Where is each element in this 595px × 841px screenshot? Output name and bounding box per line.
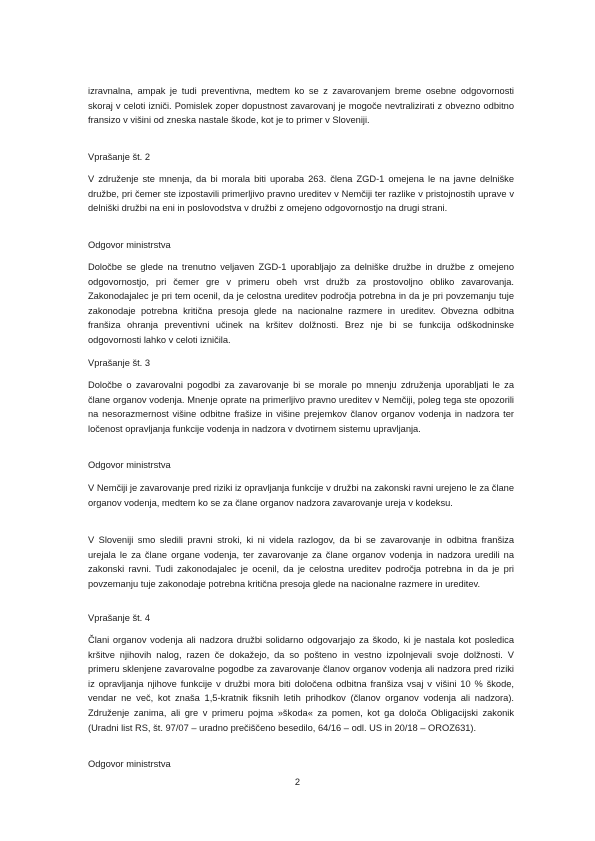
heading-answer-3: Odgovor ministrstva — [88, 460, 171, 470]
paragraph-question-2: V združenje ste mnenja, da bi morala biti uporaba 263. člena ZGD-1 omejena le na javne delniške družbe, pri čemer ste izpostavili primerljivo pravno ureditev v Nemčiji ter razlike v pristojnostih uprave v delniški družbi na eni in poslovodstva v družbi z omejeno odgovornostjo na drugi strani. — [88, 174, 514, 214]
paragraph-answer-3b: V Sloveniji smo sledili pravni stroki, ki ni videla razlogov, da bi se zavarovanje in odbitna franšiza urejala le za člane organe vodenja, ter zavarovanje za člane organov vodenja in nadzora uredili na zakonski ravni. Tudi zakonodajalec je ocenil, da je celostna ureditev področja potrebna in da je pri povzemanju tuje zakonodaje potrebna kritična presoja glede na nacionalne razmere in ureditev. — [88, 535, 514, 589]
paragraph-intro: izravnalna, ampak je tudi preventivna, medtem ko se z zavarovanjem breme osebne odgovornosti skoraj v celoti izniči. Pomislek zoper dopustnost zavarovanj je mogoče nevtralizirati z obvezno odbitno fransizo v višini od zneska nastale škode, kot je to primer v Sloveniji. — [88, 86, 514, 126]
heading-question-2: Vprašanje št. 2 — [88, 152, 151, 162]
paragraph-answer-2: Določbe se glede na trenutno veljaven ZGD-1 uporabljajo za delniške družbe in družbe z omejeno odgovornostjo, pri čemer gre v primeru obeh vrst družb za prostovoljno obliko zavarovanja. Zakonodajalec je pri tem ocenil, da je celostna ureditev področja potrebna in da je pri povzemanju tuje zakonodaje potrebna kritična presoja glede na nacionalne razmere in ureditev. Obvezna odbitna franšiza ohranja preventivni učinek na kršitev dolžnosti. Brez nje bi se funkcija odškodninske odgovornosti lahko v celoti izničila. — [88, 262, 514, 345]
paragraph-question-3: Določbe o zavarovalni pogodbi za zavarovanje bi se morale po mnenju združenja uporabljati le za člane organov vodenja. Mnenje oprate na primerljivo pravno ureditev v Nemčiji, poleg tega ste opozorili na nesorazmernost višine odbitne frašize in višine prejemkov članov organov vodenja in nadzora ter ločenost opravljanja funkcije vodenja in nadzora v dvotirnem sistemu upravljanja. — [88, 380, 514, 434]
paragraph-answer-3a: V Nemčiji je zavarovanje pred riziki iz opravljanja funkcije v družbi na zakonski ravni urejeno le za člane organov vodenja, medtem ko se za člane organov nadzora zavarovanje ureja v kodeksu. — [88, 483, 514, 508]
heading-answer-4: Odgovor ministrstva — [88, 759, 171, 769]
heading-question-4: Vprašanje št. 4 — [88, 613, 151, 623]
paragraph-question-4: Člani organov vodenja ali nadzora družbi solidarno odgovarjajo za škodo, ki je nastala kot posledica kršitve njihovih nalog, razen če dokažejo, da so pošteno in vestno izpolnjevali svoje dolžnosti. V primeru sklenjene zavarovalne pogodbe za zavarovanje članov organov vodenja ali nadzora pred riziki iz opravljanja njihove funkcije v družbi mora biti določena odbitna franšiza vsaj v višini 10 % škode, vendar ne več, kot znaša 1,5-kratnik fiksnih letih prihodkov (članov organov vodenja ali nadzora). Združenje zanima, ali gre v primeru pojma »škoda« za pomen, kot ga določa Obligacijski zakonik (Uradni list RS, št. 97/07 – uradno prečiščeno besedilo, 64/16 – odl. US in 20/18 – OROZ631). — [88, 635, 514, 733]
page-number: 2 — [294, 777, 301, 787]
heading-question-3: Vprašanje št. 3 — [88, 358, 151, 368]
heading-answer-2: Odgovor ministrstva — [88, 240, 171, 250]
